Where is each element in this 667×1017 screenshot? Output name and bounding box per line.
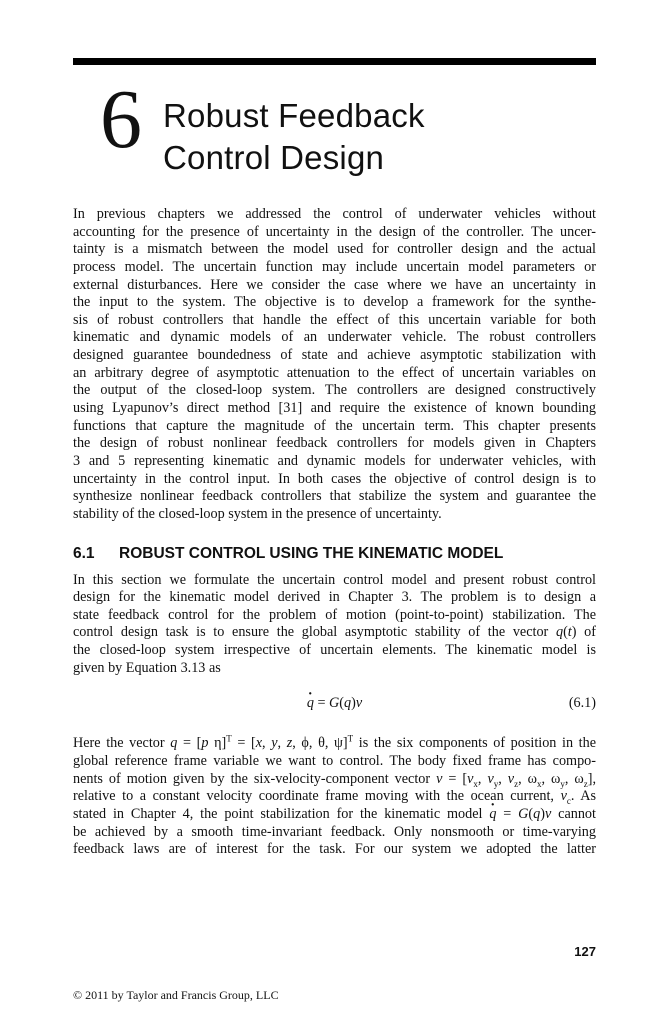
page-number: 127 (574, 944, 596, 959)
equation-6-1 (73, 695, 596, 715)
copyright-footer: © 2011 by Taylor and Francis Group, LLC (73, 988, 279, 1002)
math-variable: y (271, 735, 278, 752)
text-line (73, 347, 596, 365)
math-variable: v (507, 770, 515, 787)
text-run: the output of the closed-loop system. The controllers are designed constructively (73, 382, 596, 399)
math-subscript: y (560, 778, 565, 789)
text-line (73, 589, 596, 607)
math-variable-dot: · q (489, 806, 496, 822)
math-subscript: c (566, 796, 571, 807)
text-run: ) (540, 805, 545, 822)
math-variable: z (286, 735, 293, 752)
text-line (73, 788, 596, 806)
math-variable: G (518, 805, 529, 822)
math-variable: t (567, 624, 572, 641)
text-run: kinematic and dynamic models of an underwater vehicle. The robust controllers (73, 329, 596, 346)
section-paragraph (73, 572, 596, 678)
intro-paragraph (73, 206, 596, 524)
text-line (73, 753, 596, 771)
text-run: using Lyapunov’s direct method [31] and require the existence of known bounding (73, 400, 596, 417)
section-heading (73, 544, 596, 564)
text-run: process model. The uncertain function may include uncertain model parameters or (73, 258, 596, 275)
math-variable: x (255, 735, 263, 752)
chapter-title-line: Control Design (163, 139, 385, 176)
body-paragraph (73, 735, 596, 858)
math-subscript: x (536, 778, 542, 789)
math-superscript: T (347, 733, 354, 744)
text-run: = (313, 695, 330, 712)
text-line (73, 241, 596, 259)
body-text (73, 206, 596, 859)
text-run: = [ (231, 735, 256, 752)
text-run: , (498, 770, 508, 787)
text-run: stability of the closed-loop system in the presence of uncertainty. (73, 505, 442, 522)
text-run: In previous chapters we addressed the control of underwater vehicles without (73, 206, 596, 222)
text-line (73, 735, 596, 753)
math-variable: v (560, 788, 567, 805)
math-variable: q (170, 735, 178, 752)
text-run: cannot (551, 805, 596, 822)
text-run: the input to the system. The objective is to develop a framework for the synthe- (73, 294, 596, 311)
text-run: functions that capture the magnitude of the uncertain term. This chapter presents (73, 417, 596, 434)
text-run: tainty is a mismatch between the model used for controller design and the actual (73, 241, 596, 258)
math-variable: v (467, 770, 474, 787)
text-line (73, 294, 596, 312)
text-run: state feedback control for the problem of motion (point-to-point) stabilization. The (73, 606, 596, 623)
math-variable: q (344, 695, 352, 712)
text-line (73, 471, 596, 489)
text-run: η] (208, 735, 227, 752)
text-line (73, 572, 596, 590)
text-line (73, 435, 596, 453)
text-run: relative to a constant velocity coordinate frame moving with the ocean current, (73, 788, 561, 805)
math-subscript: x (473, 778, 478, 789)
chapter-number: 6 (100, 73, 142, 166)
text-run: , ω (564, 770, 584, 787)
math-variable: p (201, 735, 209, 752)
text-run: accounting for the presence of uncertainty in the design of the controller. The uncer- (73, 223, 596, 240)
text-run: ) of (571, 624, 596, 641)
math-subscript: y (493, 778, 499, 789)
text-run: Here the vector (73, 735, 171, 752)
math-variable: v (544, 805, 552, 822)
text-run: , (262, 735, 272, 752)
section-title: ROBUST CONTROL USING THE KINEMATIC MODEL (119, 544, 504, 562)
text-run: sis of robust controllers that handle the effect of this uncertain variable for both (73, 311, 596, 328)
math-variable: v (436, 770, 443, 787)
text-line (73, 400, 596, 418)
text-run: , ω (541, 770, 561, 787)
text-line (73, 453, 596, 471)
text-run: nents of motion given by the six-velocity-component vector (73, 770, 437, 787)
text-run: designed guarantee boundedness of state and achieve asymptotic stabilization with (73, 347, 596, 364)
text-run: is the six components of position in the (353, 735, 597, 752)
text-line (73, 841, 596, 859)
text-run: = [ (177, 735, 202, 752)
text-line (73, 259, 596, 277)
math-variable: G (329, 695, 340, 712)
text-run: 3 and 5 representing kinematic and dynamic models for underwater vehicles, with (73, 452, 596, 469)
text-run: ( (563, 624, 568, 641)
text-line (73, 806, 596, 824)
text-run: ( (339, 695, 345, 712)
text-run: , (477, 770, 488, 787)
math-superscript: T (226, 733, 232, 744)
math-variable: v (487, 770, 494, 787)
chapter-title (163, 95, 425, 179)
text-run: stated in Chapter 4, the point stabilization for the kinematic model (73, 805, 490, 822)
text-line (73, 642, 596, 660)
text-line (73, 312, 596, 330)
text-line (73, 382, 596, 400)
text-run: control design task is to ensure the global asymptotic stability of the vector (73, 624, 556, 641)
text-run: . As (570, 788, 596, 805)
text-line (73, 206, 596, 224)
text-run: external disturbances. Here we consider the case where we have an uncertainty in (73, 276, 596, 293)
text-line (73, 771, 596, 789)
text-run: an arbitrary degree of asymptotic attenuation to the effect of uncertain variables on (73, 364, 596, 381)
text-line (73, 224, 596, 242)
text-run: synthesize nonlinear feedback controllers that stabilize the system and guarantee the (73, 488, 596, 505)
text-run: = [ (442, 770, 468, 787)
math-variable: v (355, 695, 363, 712)
text-line (73, 277, 596, 295)
math-subscript: z (514, 778, 519, 789)
text-run: In this section we formulate the uncertain control model and present robust control (73, 571, 596, 588)
chapter-title-line: Robust Feedback (163, 97, 425, 134)
section-number: 6.1 (73, 544, 95, 562)
text-line (73, 660, 596, 678)
text-run: be achieved by a smooth time-invariant feedback. Only nonsmooth or time-varying (73, 823, 596, 840)
text-run: , ϕ, θ, ψ] (292, 735, 348, 752)
text-line (73, 607, 596, 625)
text-run: ( (528, 805, 534, 822)
text-run: , (277, 735, 287, 752)
text-run: given by Equation 3.13 as (73, 659, 221, 676)
equation-expression (73, 695, 596, 713)
text-line (73, 506, 596, 524)
text-line (73, 365, 596, 383)
text-run: , ω (518, 770, 537, 787)
text-run: the closed-loop system irrespective of uncertain elements. The kinematic model is (73, 642, 596, 659)
math-variable-dot: · q (307, 695, 314, 711)
text-line (73, 329, 596, 347)
math-subscript: z (583, 778, 588, 789)
text-run: design for the kinematic model derived in Chapter 3. The problem is to design a (73, 589, 596, 606)
math-variable: q (555, 624, 564, 641)
text-line (73, 488, 596, 506)
text-line (73, 824, 596, 842)
math-variable: q (533, 805, 541, 822)
text-run: the design of robust nonlinear feedback controllers for models given in Chapters (73, 435, 596, 452)
equation-number: (6.1) (568, 695, 596, 712)
text-line (73, 624, 596, 642)
chapter-top-rule (73, 58, 596, 65)
text-run: feedback laws are of interest for the task. For our system we adopted the latter (73, 841, 596, 858)
text-line (73, 418, 596, 436)
text-run: global reference frame variable we want to control. The body fixed frame has compo- (73, 753, 596, 770)
text-run: ], (587, 770, 596, 787)
text-run: = (496, 805, 519, 822)
text-run: uncertainty in the control input. In both cases the objective of control design is to (73, 470, 596, 487)
text-run: ) (351, 695, 356, 712)
